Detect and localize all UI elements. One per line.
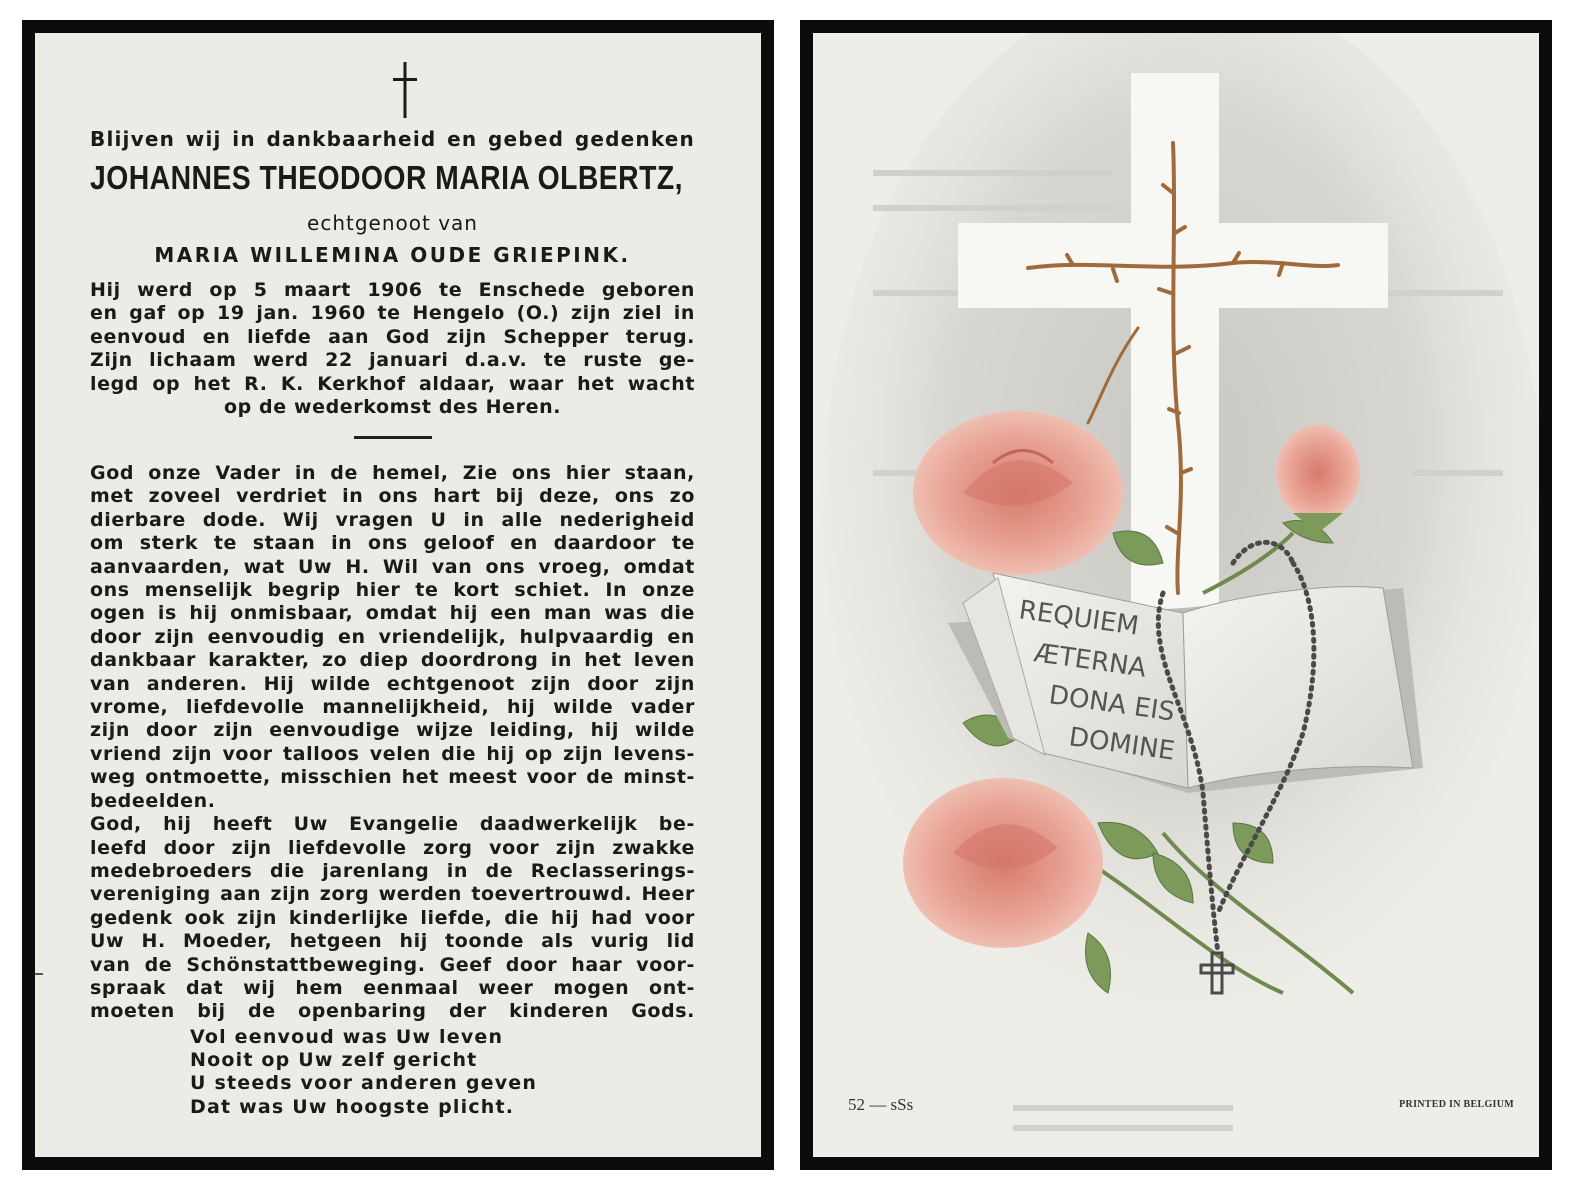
prayer-line: van de Schönstattbeweging. Geef door haar voor-: [90, 953, 695, 976]
prayer-line: God, hij heeft Uw Evangelie daadwerkelijk be-: [90, 813, 695, 836]
prayer-line: leefd door zijn liefdevolle zorg voor zijn zwakke: [90, 836, 695, 859]
prayer-line: Uw H. Moeder, hetgeen hij toonde als vurig lid: [90, 930, 695, 953]
prayer-line: dierbare dode. Wij vragen U in alle nederigheid: [90, 508, 695, 531]
bio-line: Hij werd op 5 maart 1906 te Enschede geboren: [90, 279, 695, 301]
spouse-name: MARIA WILLEMINA OUDE GRIEPINK.: [154, 243, 631, 267]
bio-line: Zijn lichaam werd 22 januari d.a.v. te ruste ge-: [90, 349, 695, 372]
printed-in-label: PRINTED IN BELGIUM: [1399, 1099, 1514, 1110]
prayer-line: vereniging aan zijn zorg werden toevertrouwd. Heer: [90, 883, 695, 906]
prayer-paragraph: [90, 462, 695, 1024]
prayer-line: dankbaar karakter, zo diep doordrong in het leven: [90, 649, 695, 672]
prayer-line: medebroeders die jarenlang in de Reclasserings-: [90, 859, 695, 882]
prayer-line: van anderen. Hij wilde echtgenoot zijn door zijn: [90, 672, 695, 695]
bio-line: legd op het R. K. Kerkhof aldaar, waar het wacht: [90, 372, 695, 395]
rose-bottom-left: [903, 778, 1103, 948]
prayer-line: om sterk te staan in ons geloof en daardoor te: [90, 532, 695, 555]
cross-icon: [390, 62, 420, 118]
bio-line: en gaf op 19 jan. 1960 te Hengelo (O.) zijn ziel in: [90, 302, 695, 325]
prayer-line: met zoveel verdriet in ons hart bij deze, ons zo: [90, 485, 695, 508]
prayer-line: ons menselijk begrip hier te kort schiet. In onze: [90, 579, 695, 602]
prayer-line: vrome, liefdevolle mannelijkheid, hij wilde vader: [90, 696, 695, 719]
prayer-line: door zijn eenvoudig en vriendelijk, hulpvaardig en: [90, 625, 695, 648]
prayer-line: moeten bij de openbaring der kinderen Gods.: [90, 1000, 695, 1023]
poem: [190, 1026, 610, 1119]
intro-line: Blijven wij in dankbaarheid en gebed gedenken: [90, 127, 695, 151]
bio-line: op de wederkomst des Heren.: [223, 396, 562, 419]
margin-mark: [35, 973, 43, 975]
poem-line: Dat was Uw hoogste plicht.: [190, 1095, 515, 1118]
poem-line: U steeds voor anderen geven: [190, 1072, 538, 1095]
deceased-name: JOHANNES THEODOOR MARIA OLBERTZ,: [90, 159, 683, 196]
book-text-line: DONA EIS: [1047, 680, 1177, 728]
poem-line: Vol eenvoud was Uw leven: [190, 1026, 504, 1048]
prayer-line: aanvaarden, wat Uw H. Wil van ons vroeg, omdat: [90, 555, 695, 578]
divider: [354, 436, 432, 439]
prayer-line: God onze Vader in de hemel, Zie ons hier staan,: [90, 462, 695, 484]
book-text-line: DOMINE: [1067, 722, 1177, 767]
left-card-frame: [22, 20, 774, 1170]
book-text-line: ÆTERNA: [1032, 638, 1149, 684]
bio-line: eenvoud en liefde aan God zijn Schepper terug.: [90, 325, 695, 348]
prayer-line: ogen is hij onmisbaar, omdat hij een man was die: [90, 602, 695, 625]
left-card-paper: [35, 33, 761, 1157]
prayer-line: bedeelden.: [90, 789, 216, 812]
right-card-paper: [813, 33, 1539, 1157]
devotional-illustration: [813, 33, 1539, 1157]
prayer-line: gedenk ook zijn kinderlijke liefde, die hij had voor: [90, 906, 695, 929]
rose-top-left: [913, 411, 1123, 575]
right-card-frame: [800, 20, 1552, 1170]
poem-line: Nooit op Uw zelf gericht: [190, 1049, 478, 1072]
biography-paragraph: [90, 279, 695, 419]
book-text-line: REQUIEM: [1017, 595, 1141, 642]
spouse-label: echtgenoot van: [307, 211, 478, 235]
catalog-number: 52 — sSs: [848, 1095, 914, 1114]
prayer-line: weg ontmoette, misschien het meest voor de minst-: [90, 766, 695, 789]
prayer-line: vriend zijn voor talloos velen die hij op zijn levens-: [90, 742, 695, 765]
prayer-line: spraak dat wij hem eenmaal weer mogen ont-: [90, 976, 695, 999]
prayer-line: zijn door zijn eenvoudige wijze leiding, hij wilde: [90, 719, 695, 742]
